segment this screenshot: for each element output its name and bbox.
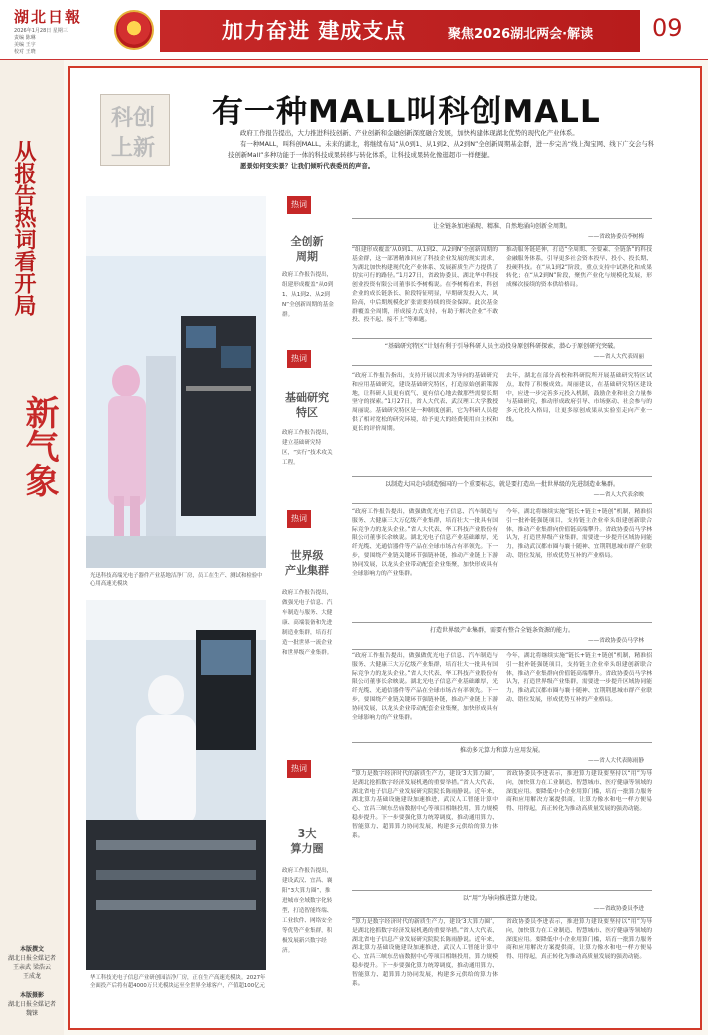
banner-subtitle: 聚焦2026湖北两会·解读 bbox=[448, 27, 594, 42]
keyword-title-1: 全创新 周期 bbox=[290, 235, 324, 263]
pull-quote-4: 推动多元算力和算力应用发展。 ——省人大代表陈雨静 bbox=[352, 742, 652, 770]
emblem-icon bbox=[114, 10, 154, 50]
headline: 有一种MALL叫科创MALL bbox=[212, 94, 601, 130]
credits: 本版撰文 湖北日报全媒记者 王亲武 梁浩云 王成龙 本版摄影 湖北日报全媒记者 魏铼 bbox=[7, 946, 56, 1017]
keyword-desc-1: 政府工作报告提出，组建形成覆盖“从0到1、从1到2、从2到N”全创新周期的基金群。 bbox=[282, 272, 334, 318]
body-2-left: “政府工作报告指出，支持开展以需求为导向的基础研究和应用基础研究，建设基础研究特区，打造原始创新策源地，让科研人员更有底气、更有信心地去做那些需要长期坚守的探索。”1月27日，省人大代表、武汉理工大学教授周丽说。基础研究特区是一种制度创新，它为科研人员提供了相对宽松的研究环境，给予更大的经费使用自主权和更长的评价周期。 bbox=[352, 373, 498, 432]
keyword-tag-3: 热词 bbox=[287, 510, 311, 528]
body-4b-right: 省政协委员李进表示，推进算力建设要坚持以“用”为导向，加快算力在工业制造、智慧城市、医疗健康等领域的深度应用。要降低中小企业用算门槛，培育一批算力服务商和应用解决方案提供商，让算力像水和电一样方便易得、用得起，真正转化为推动高质量发展的强劲动能。 bbox=[506, 919, 652, 961]
body-1-right: 推动服务链延伸，打造“全周期、全要素、全链条”的科技金融服务体系，引导更多社会资本投早、投小、投长期、投硬科技。在“从1到2”阶段，重点支持中试熟化和成果转化；在“从2到N”阶段，聚焦产业化与规模化发展，形成梯次接续的资本供给格局。 bbox=[506, 247, 652, 289]
body-4-right: 省政协委员李进表示，推进算力建设要坚持以“用”为导向，加快算力在工业制造、智慧城市、医疗健康等领域的深度应用。要降低中小企业用算门槛，培育一批算力服务商和应用解决方案提供商，让算力像水和电一样方便易得、用得起，真正转化为推动高质量发展的强劲动能。 bbox=[506, 771, 652, 813]
series-big-title: 新气象 bbox=[19, 395, 59, 497]
body-4b-left: “算力是数字经济时代的新质生产力，建设‘3大算力圈’，是湖北抢抓数字经济发展机遇的重要举措。”省人大代表、湖北省电子信息产业发展研究院院长陈雨静说。近年来，湖北算力基础设施建设加速推进，武汉人工智能计算中心、宜昌三峡东岳庙数据中心等项目相继投用，算力规模稳步提升。下一步要强化算力统筹调度，推动通用算力、智能算力、超算算力协同发展，构建多元供给的算力体系。 bbox=[352, 919, 498, 987]
side-column bbox=[0, 60, 64, 1035]
keyword-tag-1: 热词 bbox=[287, 196, 311, 214]
keyword-desc-3: 政府工作报告提出，做强光电子信息、汽车制造与服务、大健康、高端装备和先进制造业集群，培育打造一批世界一流企业和世界级产业集群。 bbox=[282, 590, 333, 656]
body-2-right: 去年，湖北在部分高校和科研院所开展基础研究特区试点，取得了积极成效。周丽建议，在基础研究特区建设中，应进一步完善多元投入机制，鼓励企业和社会力量参与基础研究，推动形成政府引导、市场驱动、社会参与的多元化投入格局，让更多原创成果从实验室走向产业一线。 bbox=[506, 373, 652, 423]
keyword-tag-4: 热词 bbox=[287, 760, 311, 778]
pull-quote-2: “基础研究特区”计划有利于引导科研人员主动投身原创科研探索，潜心于原创研究突破。 ——省人大代表周丽 bbox=[352, 338, 652, 366]
pull-quote-4b: 以“用”为导向推进算力建设。 ——省政协委员李进 bbox=[352, 890, 652, 918]
keyword-desc-4: 政府工作报告提出，建设武汉、宜昌、襄阳“3大算力圈”，推进城市全域数字化转型，打造智能终端、工业软件、网络安全等优势产业集群，积极发展新兴数字经济。 bbox=[282, 868, 333, 954]
series-title: 从报告热词看开局 bbox=[11, 140, 37, 316]
section-stamp: 科创 上新 bbox=[100, 94, 170, 166]
photo-cleanroom-1 bbox=[86, 196, 266, 568]
keyword-title-4: 3大 算力圈 bbox=[290, 827, 324, 855]
pull-quote-3b: 打造世界级产业集群，需要有整合全链条资源的能力。 ——省政协委员马学林 bbox=[352, 622, 652, 650]
photo-cleanroom-2 bbox=[86, 600, 266, 970]
page-number: 09 bbox=[652, 14, 683, 42]
keyword-title-3: 世界级 产业集群 bbox=[285, 549, 329, 577]
body-1-left: “组建形成覆盖‘从0到1、从1到2、从2到N’全创新周期的基金群，这一部署精准回应了科技企业发展的现实需求，为湖北加快构建现代化产业体系、发展新质生产力提供了切实可行的路径。”1月27日，省政协委员、湖北华中科技创业投资有限公司董事长李树梅说。在李树梅看来，科创企业的成长链条长、阶段特征明显，早期研发投入大、风险高，中后期规模化扩张需要持续的资金保障。此次基金群覆盖全周期，形成接力式支持，有助于解决企业“不敢投、投不起、接不上”等难题。 bbox=[352, 247, 498, 324]
banner-title: 加力奋进 建成支点 bbox=[222, 19, 407, 43]
issue-meta: 2026年1月28日 星期三 责编 陈琳 美编 王宇 校对 王晓 bbox=[14, 28, 68, 55]
lead-paragraphs: 政府工作报告提出，大力推进科技创新、产业创新和金融创新深度融合发展，加快构建体现湖北优势的现代化产业体系。 有一种MALL，叫科创MALL。未来的湖北，将继续布局“从0到1、从1到2、从2到N”全创新周期基金群，进一步完善“线上淘宝网、线下广交会与科技创新Mall”多种功能于一体的科技成果转移与转化体系，让科技成果转化像逛超市一样便捷。 愿景如何变实景？让我们倾听代表委员的声音。 bbox=[228, 129, 655, 170]
masthead bbox=[0, 0, 708, 60]
pull-quote-1: 让全链条加速涌现、精准、自然地涌向创新全周期。 ——省政协委员李树梅 bbox=[352, 218, 652, 246]
body-3b-right: 今年，湖北将继续实施“链长+链主+链创”机制，精准招引一批补链强链项目，支持链主企业牵头组建创新联合体，推动产业集群向价值链高端攀升。省政协委员马学林认为，打造世界级产业集群，需要进一步提升区域协同能力，推动武汉都市圈与襄十随神、宜荆荆恩城市群产业联动、错位发展，形成优势互补的产业格局。 bbox=[506, 653, 652, 703]
body-4-left: “算力是数字经济时代的新质生产力，建设‘3大算力圈’，是湖北抢抓数字经济发展机遇的重要举措。”省人大代表、湖北省电子信息产业发展研究院院长陈雨静说。近年来，湖北算力基础设施建设加速推进，武汉人工智能计算中心、宜昌三峡东岳庙数据中心等项目相继投用，算力规模稳步提升。下一步要强化算力统筹调度，推动通用算力、智能算力、超算算力协同发展，构建多元供给的算力体系。 bbox=[352, 771, 498, 839]
keyword-tag-2: 热词 bbox=[287, 350, 311, 368]
photo-caption-1: 光迅科技高端光电子器件产业基地洁净厂房，员工在生产、测试和检验中心用高速光模块 bbox=[90, 573, 263, 587]
keyword-desc-2: 政府工作报告提出，建立基础研究特区，“实行”技术攻关工程。 bbox=[282, 430, 333, 466]
photo-caption-2: 华工科技光电子信息产业研创园洁净厂房，正在生产高速光模块。2027年全面投产后将有超4000万只光模块运至全世界全球客户，产值超100亿元 bbox=[90, 975, 266, 989]
body-3b-left: “政府工作报告提出，做强做优光电子信息、汽车制造与服务、大健康三大万亿级产业集群，培育壮大一批具有国际竞争力的龙头企业。”省人大代表、华工科技产业股份有限公司董事长余映说。湖北光电子信息产业基础雄厚，光纤光缆、光通信器件等产品在全球市场占有率领先。下一步，要围绕产业链关键环节强链补链，推动产业链上下游协同发展，以龙头企业带动配套企业集聚，加快形成具有全球影响力的产业集群。 bbox=[352, 653, 498, 721]
body-3-right: 今年，湖北将继续实施“链长+链主+链创”机制，精准招引一批补链强链项目，支持链主企业牵头组建创新联合体，推动产业集群向价值链高端攀升。省政协委员马学林认为，打造世界级产业集群，需要进一步提升区域协同能力，推动武汉都市圈与襄十随神、宜荆荆恩城市群产业联动、错位发展，形成优势互补的产业格局。 bbox=[506, 509, 652, 559]
body-3-left: “政府工作报告提出，做强做优光电子信息、汽车制造与服务、大健康三大万亿级产业集群，培育壮大一批具有国际竞争力的龙头企业。”省人大代表、华工科技产业股份有限公司董事长余映说。湖北光电子信息产业基础雄厚，光纤光缆、光通信器件等产品在全球市场占有率领先。下一步，要围绕产业链关键环节强链补链，推动产业链上下游协同发展，以龙头企业带动配套企业集聚，加快形成具有全球影响力的产业集群。 bbox=[352, 509, 498, 577]
newspaper-logo: 湖北日報 bbox=[14, 8, 83, 26]
keyword-title-2: 基础研究 特区 bbox=[285, 391, 329, 419]
pull-quote-3: 以制造大国走向制造强国的一个重要标志，就是要打造出一批世界级的先进制造业集群。 ——省人大代表余映 bbox=[352, 476, 652, 504]
